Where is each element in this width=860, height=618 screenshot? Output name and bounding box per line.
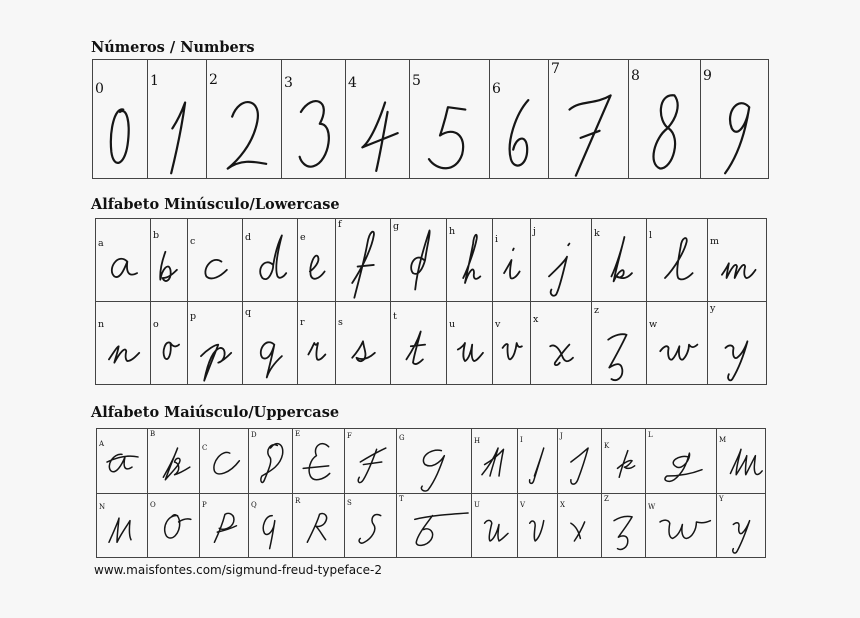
glyph-stroke-1 <box>171 102 185 173</box>
glyph-stroke-n <box>109 346 139 362</box>
uppercase-script-glyph <box>717 494 765 558</box>
uppercase-script-glyph <box>602 429 645 493</box>
glyph-stroke-I <box>530 448 544 483</box>
uppercase-script-glyph <box>472 429 517 493</box>
lowercase-cell-label: s <box>338 317 343 328</box>
uppercase-cell-label: X <box>560 500 565 509</box>
lowercase-cell-e <box>297 219 335 301</box>
uppercase-cell-label: J <box>560 432 563 440</box>
glyph-stroke-P <box>214 513 236 542</box>
lowercase-script-glyph <box>447 302 492 384</box>
uppercase-cell-label: H <box>474 437 481 445</box>
uppercase-script-glyph <box>558 494 601 558</box>
numbers-cell-0 <box>93 60 147 178</box>
uppercase-cell-label: Q <box>251 500 257 509</box>
numbers-cell-label: 7 <box>551 61 560 77</box>
lowercase-cell-v <box>492 302 530 384</box>
glyph-stroke-B <box>163 448 190 480</box>
lowercase-cell-label: f <box>338 219 342 230</box>
uppercase-script-glyph <box>397 494 471 558</box>
uppercase-script-glyph <box>345 494 396 558</box>
uppercase-cell-J <box>557 429 601 493</box>
lowercase-script-glyph <box>188 219 242 301</box>
lowercase-cell-label: e <box>300 232 306 243</box>
lowercase-cell-label: z <box>594 305 600 316</box>
numbers-cell-label: 3 <box>284 75 293 91</box>
lowercase-cell-m <box>707 219 766 301</box>
uppercase-cell-S <box>344 494 396 558</box>
uppercase-script-glyph <box>148 494 199 558</box>
lowercase-cell-s <box>335 302 390 384</box>
glyph-stroke-M <box>730 449 762 474</box>
uppercase-cell-H <box>471 429 517 493</box>
glyph-stroke-H <box>482 448 504 476</box>
lowercase-cell-h <box>446 219 492 301</box>
uppercase-cell-Z <box>601 494 645 558</box>
glyph-stroke-q <box>261 342 282 377</box>
lowercase-script-glyph <box>493 219 530 301</box>
lowercase-cell-w <box>646 302 707 384</box>
glyph-stroke-l <box>665 238 693 279</box>
uppercase-cell-label: C <box>202 444 208 452</box>
numbers-cell-label: 6 <box>492 81 501 97</box>
lowercase-script-glyph <box>96 219 150 301</box>
lowercase-cell-f <box>335 219 390 301</box>
lowercase-cell-j <box>530 219 591 301</box>
lowercase-cell-k <box>591 219 646 301</box>
numbers-cell-7 <box>548 60 628 178</box>
lowercase-script-glyph <box>243 302 297 384</box>
glyph-stroke-T <box>415 513 468 545</box>
glyph-stroke-a <box>112 259 137 277</box>
glyph-stroke-w <box>660 345 697 360</box>
lowercase-cell-label: j <box>533 226 536 237</box>
glyph-stroke-u <box>458 343 483 361</box>
numbers-cell-2 <box>206 60 281 178</box>
uppercase-cell-U <box>471 494 517 558</box>
uppercase-cell-label: Y <box>719 494 724 503</box>
glyph-stroke-L <box>665 453 702 481</box>
numbers-cell-6 <box>489 60 548 178</box>
lowercase-script-glyph <box>531 219 591 301</box>
lowercase-script-glyph <box>708 219 766 301</box>
glyph-stroke-A <box>107 454 138 471</box>
lowercase-cell-label: n <box>98 319 105 330</box>
uppercase-cell-V <box>517 494 557 558</box>
glyph-stroke-s <box>352 341 375 361</box>
glyph-stroke-S <box>359 514 381 543</box>
numbers-script-glyph <box>93 60 147 178</box>
glyph-stroke-K <box>617 451 634 478</box>
glyph-stroke-f <box>352 232 374 298</box>
lowercase-script-glyph <box>298 302 335 384</box>
uppercase-cell-B <box>147 429 199 493</box>
lowercase-script-glyph <box>391 302 446 384</box>
lowercase-cell-label: v <box>495 319 501 330</box>
glyph-stroke-E <box>303 444 330 480</box>
lowercase-script-glyph <box>96 302 150 384</box>
lowercase-cell-o <box>150 302 187 384</box>
lowercase-script-glyph <box>243 219 297 301</box>
uppercase-cell-label: G <box>399 434 405 442</box>
glyph-stroke-x <box>550 345 573 366</box>
numbers-script-glyph <box>148 60 206 178</box>
lowercase-script-glyph <box>708 302 766 384</box>
uppercase-script-glyph <box>249 429 292 493</box>
glyph-stroke-v <box>503 343 522 359</box>
glyph-stroke-o <box>164 342 179 359</box>
numbers-row <box>93 60 768 178</box>
uppercase-cell-P <box>199 494 248 558</box>
uppercase-script-glyph <box>293 494 344 558</box>
lowercase-cell-d <box>242 219 297 301</box>
uppercase-script-glyph <box>558 429 601 493</box>
glyph-stroke-W <box>660 520 710 538</box>
numbers-script-glyph <box>282 60 345 178</box>
glyph-stroke-U <box>485 520 508 541</box>
lowercase-cell-i <box>492 219 530 301</box>
glyph-stroke-X <box>571 521 585 540</box>
glyph-stroke-O <box>165 514 191 537</box>
lowercase-cell-l <box>646 219 707 301</box>
lowercase-script-glyph <box>336 219 390 301</box>
lowercase-cell-label: y <box>710 303 716 314</box>
lowercase-cell-label: g <box>393 221 400 232</box>
uppercase-cell-label: U <box>474 500 480 509</box>
uppercase-title: Alfabeto Maiúsculo/Uppercase <box>91 404 340 421</box>
uppercase-script-glyph <box>345 429 396 493</box>
glyph-stroke-c <box>205 260 227 279</box>
uppercase-cell-label: O <box>150 500 156 509</box>
lowercase-cell-label: h <box>449 226 456 237</box>
lowercase-cell-label: m <box>710 236 720 247</box>
lowercase-script-glyph <box>592 219 646 301</box>
glyph-stroke-3 <box>300 101 329 167</box>
uppercase-cell-R <box>292 494 344 558</box>
uppercase-cell-label: E <box>295 430 301 438</box>
uppercase-cell-label: S <box>347 498 352 507</box>
numbers-cell-label: 1 <box>150 73 159 89</box>
lowercase-script-glyph <box>336 302 390 384</box>
uppercase-cell-X <box>557 494 601 558</box>
uppercase-cell-label: I <box>520 436 523 444</box>
glyph-stroke-2 <box>228 102 266 168</box>
lowercase-cell-label: c <box>190 236 196 247</box>
lowercase-cell-p <box>187 302 242 384</box>
lowercase-cell-label: q <box>245 307 252 318</box>
uppercase-cell-label: L <box>648 431 653 439</box>
uppercase-cell-label: W <box>648 502 656 511</box>
numbers-cell-3 <box>281 60 345 178</box>
lowercase-cell-u <box>446 302 492 384</box>
glyph-stroke-g <box>411 230 430 289</box>
source-url[interactable]: www.maisfontes.com/sigmund-freud-typeface-2 <box>94 563 382 577</box>
lowercase-script-glyph <box>151 219 187 301</box>
uppercase-cell-L <box>645 429 716 493</box>
glyph-stroke-C <box>214 452 239 473</box>
uppercase-script-glyph <box>397 429 471 493</box>
uppercase-grid <box>96 428 766 558</box>
lowercase-cell-label: t <box>393 311 397 322</box>
lowercase-cell-b <box>150 219 187 301</box>
uppercase-cell-label: T <box>399 494 404 503</box>
numbers-grid <box>92 59 769 179</box>
uppercase-script-glyph <box>293 429 344 493</box>
glyph-stroke-5 <box>429 107 465 168</box>
uppercase-script-glyph <box>646 429 716 493</box>
glyph-stroke-p <box>201 345 231 381</box>
numbers-script-glyph <box>207 60 281 178</box>
glyph-stroke-N <box>109 518 131 542</box>
lowercase-script-glyph <box>531 302 591 384</box>
numbers-script-glyph <box>346 60 409 178</box>
numbers-cell-1 <box>147 60 206 178</box>
glyph-stroke-z <box>608 334 626 380</box>
uppercase-cell-K <box>601 429 645 493</box>
numbers-cell-5 <box>409 60 489 178</box>
glyph-stroke-b <box>160 252 177 281</box>
uppercase-script-glyph <box>200 429 248 493</box>
lowercase-cell-z <box>591 302 646 384</box>
uppercase-cell-label: R <box>295 496 301 505</box>
uppercase-cell-E <box>292 429 344 493</box>
numbers-script-glyph <box>701 60 768 178</box>
uppercase-script-glyph <box>646 494 716 558</box>
uppercase-script-glyph <box>518 494 557 558</box>
glyph-stroke-Z <box>614 516 632 549</box>
uppercase-cell-I <box>517 429 557 493</box>
glyph-stroke-h <box>463 235 480 283</box>
glyph-stroke-Y <box>733 520 750 552</box>
glyph-stroke-y <box>725 341 747 380</box>
lowercase-cell-n <box>96 302 150 384</box>
uppercase-cell-Y <box>716 494 765 558</box>
uppercase-script-glyph <box>518 429 557 493</box>
lowercase-cell-g <box>390 219 446 301</box>
numbers-script-glyph <box>410 60 489 178</box>
numbers-cell-9 <box>700 60 768 178</box>
lowercase-cell-x <box>530 302 591 384</box>
uppercase-cell-label: P <box>202 500 207 509</box>
lowercase-script-glyph <box>647 302 707 384</box>
uppercase-cell-C <box>199 429 248 493</box>
glyph-stroke-e <box>310 256 325 279</box>
glyph-stroke-8 <box>653 95 677 168</box>
numbers-cell-label: 2 <box>209 72 218 88</box>
numbers-cell-label: 5 <box>412 73 421 89</box>
lowercase-cell-label: l <box>649 230 653 241</box>
numbers-cell-label: 0 <box>95 81 104 97</box>
glyph-stroke-D <box>261 444 283 483</box>
lowercase-script-glyph <box>447 219 492 301</box>
lowercase-cell-label: o <box>153 319 159 330</box>
uppercase-cell-label: F <box>347 432 352 440</box>
lowercase-cell-label: i <box>495 234 499 245</box>
glyph-stroke-k <box>611 237 632 281</box>
uppercase-cell-label: V <box>520 500 526 509</box>
uppercase-script-glyph <box>148 429 199 493</box>
lowercase-title: Alfabeto Minúsculo/Lowercase <box>91 196 340 213</box>
lowercase-cell-label: w <box>649 319 658 330</box>
lowercase-cell-label: k <box>594 228 600 239</box>
glyph-stroke-Q <box>263 515 275 548</box>
uppercase-cell-M <box>716 429 765 493</box>
uppercase-cell-label: N <box>99 502 106 511</box>
lowercase-cell-label: d <box>245 232 252 243</box>
uppercase-cell-O <box>147 494 199 558</box>
lowercase-script-glyph <box>391 219 446 301</box>
numbers-cell-4 <box>345 60 409 178</box>
lowercase-script-glyph <box>151 302 187 384</box>
glyph-stroke-F <box>358 448 386 483</box>
numbers-script-glyph <box>490 60 548 178</box>
lowercase-script-glyph <box>188 302 242 384</box>
uppercase-cell-G <box>396 429 471 493</box>
uppercase-script-glyph <box>472 494 517 558</box>
glyph-stroke-d <box>260 235 286 279</box>
uppercase-cell-label: A <box>99 440 105 448</box>
glyph-stroke-6 <box>510 100 529 165</box>
lowercase-cell-t <box>390 302 446 384</box>
lowercase-row <box>96 219 766 301</box>
numbers-cell-label: 4 <box>348 75 357 91</box>
uppercase-row <box>97 493 765 558</box>
uppercase-cell-D <box>248 429 292 493</box>
uppercase-cell-label: M <box>719 436 727 444</box>
uppercase-cell-W <box>645 494 716 558</box>
lowercase-script-glyph <box>493 302 530 384</box>
uppercase-cell-F <box>344 429 396 493</box>
uppercase-script-glyph <box>717 429 765 493</box>
glyph-stroke-t <box>406 332 425 365</box>
uppercase-cell-N <box>97 494 147 558</box>
uppercase-cell-label: K <box>604 442 610 450</box>
uppercase-cell-label: Z <box>604 494 609 503</box>
glyph-stroke-r <box>308 343 325 360</box>
uppercase-script-glyph <box>97 429 147 493</box>
uppercase-row <box>97 429 765 493</box>
glyph-stroke-4 <box>362 102 397 170</box>
lowercase-cell-r <box>297 302 335 384</box>
uppercase-script-glyph <box>602 494 645 558</box>
lowercase-cell-label: x <box>533 314 539 325</box>
glyph-stroke-m <box>722 263 756 278</box>
uppercase-cell-Q <box>248 494 292 558</box>
uppercase-cell-label: D <box>251 431 257 439</box>
numbers-cell-label: 9 <box>703 68 712 84</box>
numbers-cell-8 <box>628 60 700 178</box>
lowercase-row <box>96 301 766 384</box>
uppercase-script-glyph <box>97 494 147 558</box>
numbers-script-glyph <box>549 60 628 178</box>
glyph-stroke-9 <box>725 103 749 173</box>
lowercase-script-glyph <box>647 219 707 301</box>
uppercase-cell-T <box>396 494 471 558</box>
lowercase-cell-q <box>242 302 297 384</box>
uppercase-script-glyph <box>249 494 292 558</box>
lowercase-cell-label: a <box>98 238 104 249</box>
numbers-title: Números / Numbers <box>91 39 255 56</box>
lowercase-grid <box>95 218 767 385</box>
lowercase-cell-label: b <box>153 230 160 241</box>
lowercase-script-glyph <box>298 219 335 301</box>
numbers-cell-label: 8 <box>631 68 640 84</box>
uppercase-cell-A <box>97 429 147 493</box>
uppercase-script-glyph <box>200 494 248 558</box>
lowercase-cell-c <box>187 219 242 301</box>
glyph-stroke-V <box>530 520 544 540</box>
lowercase-cell-y <box>707 302 766 384</box>
glyph-stroke-R <box>307 513 326 542</box>
glyph-stroke-0 <box>111 109 129 162</box>
glyph-stroke-i <box>504 249 520 279</box>
numbers-script-glyph <box>629 60 700 178</box>
glyph-stroke-j <box>549 244 569 296</box>
glyph-stroke-G <box>421 450 444 491</box>
lowercase-cell-label: u <box>449 319 456 330</box>
lowercase-script-glyph <box>592 302 646 384</box>
glyph-stroke-7 <box>570 95 611 175</box>
lowercase-cell-a <box>96 219 150 301</box>
uppercase-cell-label: B <box>150 430 156 438</box>
lowercase-cell-label: r <box>300 317 305 328</box>
glyph-stroke-J <box>571 448 588 484</box>
lowercase-cell-label: p <box>190 311 197 322</box>
